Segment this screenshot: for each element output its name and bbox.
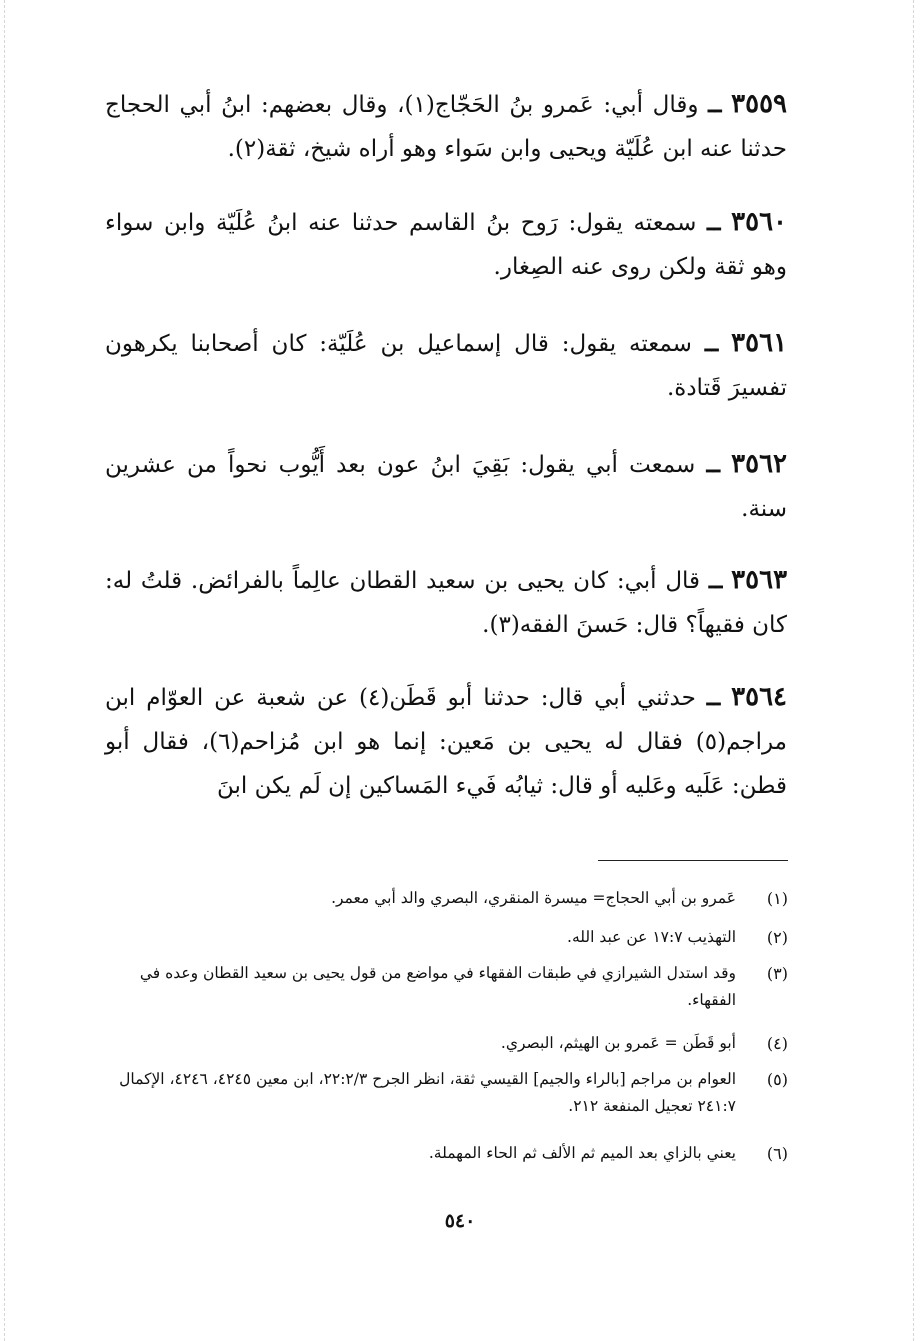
entry-text: سمعته يقول: رَوح بنُ القاسم حدثنا عنه ابنُ عُلَيّة وابن سواء وهو ثقة ولكن روى عنه الصِغار. [105,210,787,280]
entry-3561 [105,321,787,410]
footnote-6: يعني بالزاي بعد الميم ثم الألف ثم الحاء المهملة. [428,1144,736,1162]
footnote-1: عَمرو بن أبي الحجاج= ميسرة المنقري، البصري والد أبي معمر. [331,889,736,907]
footnote-number: (٥) [766,1070,788,1089]
page-edge-left [4,0,5,1341]
page-number: ٥٤٠ [444,1210,476,1232]
entry-text: قال أبي: كان يحيى بن سعيد القطان عالِماً بالفرائض. قلتُ له: كان فقيهاً؟ قال: حَسنَ الفقه(٣). [105,568,787,638]
footnote-number: (٦) [766,1144,788,1163]
entry-text: سمعته يقول: قال إسماعيل بن عُلَيّة: كان أصحابنا يكرهون تفسيرَ قَتادة. [105,331,787,401]
entry-dash: ــ [708,91,722,118]
entry-3564 [105,675,787,808]
footnote-4: أبو قَطَن = عَمرو بن الهيثم، البصري. [500,1034,736,1052]
footnote-3: وقد استدل الشيرازي في طبقات الفقهاء في مواضع من قول يحيى بن سعيد القطان وعده في الفقهاء. [139,964,736,1009]
entry-dash: ــ [704,330,719,357]
page-edge-right [913,0,914,1341]
footnote-5: العوام بن مراجم [بالراء والجيم] القيسي ثقة، انظر الجرح ٢٢:٢/٣، ابن معين ٤٢٤٥، ٤٢٤٦، الإكمال ٢٤١:٧ تعجيل المنفعة ٢١٢. [119,1070,736,1115]
footnote-2: التهذيب ١٧:٧ عن عبد الله. [567,928,736,946]
entry-number: ٣٥٦٣ [731,565,788,595]
footnote-number: (٤) [766,1034,788,1053]
entry-3562 [105,442,787,531]
entry-number: ٣٥٦٤ [731,682,788,712]
entry-3563 [105,558,787,647]
entry-number: ٣٥٦٢ [731,449,788,479]
entry-number: ٣٥٦١ [731,328,788,358]
footnote-number: (١) [766,889,788,908]
entry-dash: ــ [708,567,723,594]
entry-text: حدثني أبي قال: حدثنا أبو قَطَن(٤) عن شعبة عن العوّام ابن مراجم(٥) فقال له يحيى بن مَعين: إنما هو ابن مُزاحم(٦)، فقال أبو قطن: عَلَيه وعَليه أو قال: ثيابُه فَيء المَساكين إن لَم يكن ابنَ [105,685,787,799]
footnote-number: (٣) [766,964,788,983]
entry-text: سمعت أبي يقول: بَقِيَ ابنُ عون بعد أَيُّوب نحواً من عشرين سنة. [105,452,787,522]
footnote-separator [598,860,788,861]
entry-3559 [105,82,787,171]
entry-number: ٣٥٦٠ [731,207,788,237]
entry-dash: ــ [706,451,720,478]
entry-dash: ــ [707,209,721,236]
entry-dash: ــ [706,684,721,711]
entry-text: وقال أبي: عَمرو بنُ الحَجّاج(١)، وقال بعضهم: ابنُ أبي الحجاج حدثنا عنه ابن عُلَيّة ويحيى وابن سَواء وهو أراه شيخ، ثقة(٢). [105,92,787,162]
entry-3560 [105,200,787,289]
entry-number: ٣٥٥٩ [731,89,788,119]
footnote-number: (٢) [766,928,788,947]
